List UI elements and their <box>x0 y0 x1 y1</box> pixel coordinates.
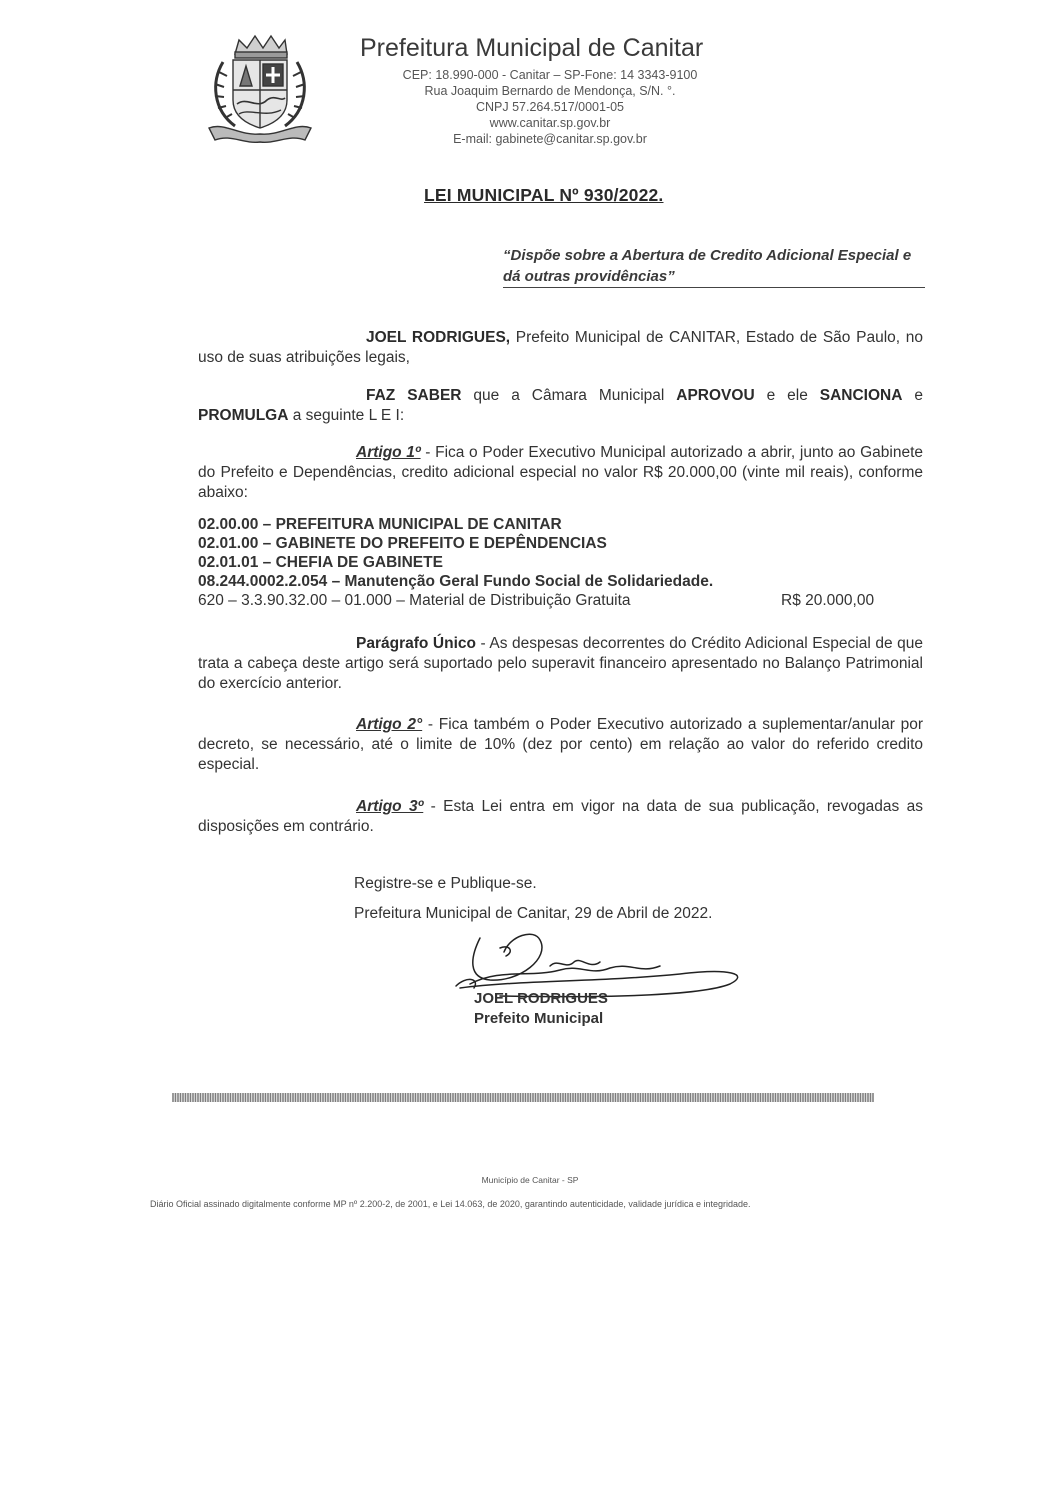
mayor-name: JOEL RODRIGUES, <box>366 329 511 346</box>
scan-divider-bar <box>172 1093 874 1102</box>
paragrafo-unico-label: Parágrafo Único <box>356 635 476 652</box>
ementa: “Dispõe sobre a Abertura de Credito Adicional Especial e dá outras providências” <box>503 247 912 285</box>
article-3-text: - Esta Lei entra em vigor na data de sua publicação, revogadas as disposições em contrário. <box>198 798 923 835</box>
aprovou-word: APROVOU <box>676 387 755 404</box>
promulga-word: PROMULGA <box>198 407 289 424</box>
article-2-label: Artigo 2° <box>356 716 423 733</box>
intro-text: Prefeito Municipal de CANITAR, Estado de São Paulo, no uso de suas atribuições legais, <box>198 329 924 366</box>
budget-line-1: 02.00.00 – PREFEITURA MUNICIPAL DE CANITAR <box>198 516 562 533</box>
budget-line-5 <box>198 591 875 610</box>
header-title: Prefeitura Municipal de Canitar <box>360 34 704 62</box>
article-2-text: - Fica também o Poder Executivo autorizado a suplementar/anular por decreto, se necessário, até o limite de 10% (dez por cento) em relação ao valor do referido credito especial. <box>198 716 923 773</box>
budget-line-4: 08.244.0002.2.054 – Manutenção Geral Fundo Social de Solidariedade. <box>198 573 714 590</box>
paragrafo-unico-text: - As despesas decorrentes do Crédito Adicional Especial de que trata a cabeça deste artigo será suportado pelo superavit financeiro apresentado no Balanço Patrimonial do exercício anterior. <box>198 635 923 692</box>
footer-digital-signature-note: Diário Oficial assinado digitalmente conforme MP nº 2.200-2, de 2001, e Lei 14.063, de 2020, garantindo autenticidade, validade jurídica e integridade. <box>150 1199 751 1209</box>
article-2 <box>198 715 923 775</box>
signatory-name: JOEL RODRIGUES <box>474 990 608 1007</box>
header-email: E-mail: gabinete@canitar.sp.gov.br <box>453 132 647 146</box>
faz-saber-label: FAZ SABER <box>366 387 462 404</box>
faz-saber-text-3: e <box>902 387 923 404</box>
budget-line-5-text: 620 – 3.3.90.32.00 – 01.000 – Material de Distribuição Gratuita <box>198 592 631 609</box>
header-address-street: Rua Joaquim Bernardo de Mendonça, S/N. °. <box>424 84 676 98</box>
place-date: Prefeitura Municipal de Canitar, 29 de Abril de 2022. <box>354 905 713 922</box>
budget-line-3: 02.01.01 – CHEFIA DE GABINETE <box>198 554 443 571</box>
header-website: www.canitar.sp.gov.br <box>489 116 611 130</box>
register-publish: Registre-se e Publique-se. <box>354 875 537 892</box>
article-3-label: Artigo 3º <box>356 798 424 815</box>
article-3 <box>198 797 923 837</box>
footer-municipality: Município de Canitar - SP <box>481 1175 579 1185</box>
faz-saber-text-4: a seguinte L E I: <box>288 407 405 424</box>
article-1 <box>198 443 923 503</box>
faz-saber-text-2: e ele <box>754 387 820 404</box>
ementa-divider <box>503 287 925 288</box>
article-1-text: - Fica o Poder Executivo Municipal autorizado a abrir, junto ao Gabinete do Prefeito e Dependências, credito adicional especial no valor R$ 20.000,00 (vinte mil reais), conforme abaixo: <box>198 444 924 501</box>
intro-paragraph <box>198 328 923 368</box>
paragrafo-unico <box>198 634 923 694</box>
faz-saber-text-1: que a Câmara Municipal <box>461 387 677 404</box>
faz-saber-paragraph <box>198 386 923 426</box>
header-cnpj: CNPJ 57.264.517/0001-05 <box>475 100 625 114</box>
signatory-role: Prefeito Municipal <box>474 1010 604 1027</box>
sanciona-word: SANCIONA <box>819 387 903 404</box>
municipal-crest-icon <box>205 32 315 144</box>
article-1-label: Artigo 1º <box>356 444 421 461</box>
budget-allocation <box>198 515 875 610</box>
law-title: LEI MUNICIPAL Nº 930/2022. <box>424 185 664 205</box>
header-address-cep: CEP: 18.990-000 - Canitar – SP-Fone: 14 3343-9100 <box>402 68 698 82</box>
budget-line-2: 02.01.00 – GABINETE DO PREFEITO E DEPÊNDENCIAS <box>198 535 607 552</box>
budget-line-5-amount: R$ 20.000,00 <box>781 592 875 609</box>
